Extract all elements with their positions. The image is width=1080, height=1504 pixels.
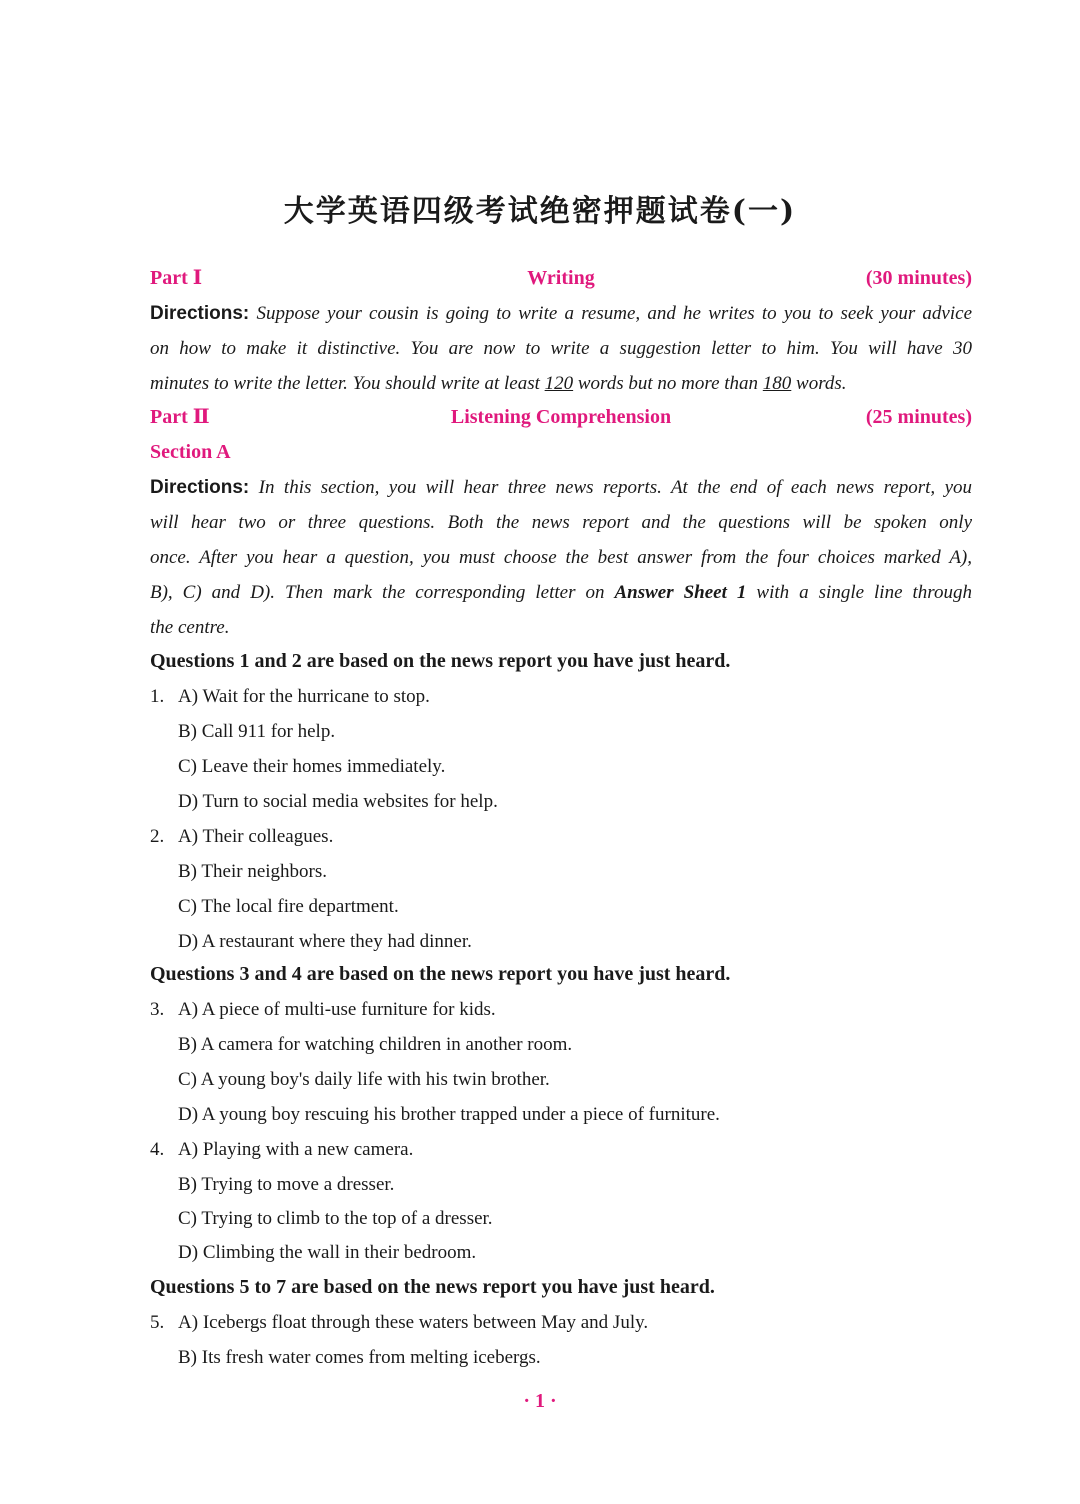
part-2-directions-line-5: the centre. <box>150 617 230 638</box>
option-1c <box>150 749 972 784</box>
option-1a <box>150 679 972 714</box>
option-1b-body <box>178 714 335 749</box>
part-1-directions-line-3 <box>150 366 972 401</box>
option-text: Playing with a new camera. <box>202 1139 414 1160</box>
part-1-directions-label: Directions: <box>150 303 250 324</box>
option-4a <box>150 1132 972 1167</box>
option-4b-body <box>178 1167 394 1202</box>
option-text: Their neighbors. <box>201 861 327 882</box>
option-1b <box>150 714 972 749</box>
option-2a-body <box>178 819 333 854</box>
option-text: Trying to move a dresser. <box>201 1174 395 1195</box>
question-number-2: 2. <box>150 826 165 847</box>
option-text: Their colleagues. <box>202 826 334 847</box>
option-text: A young boy rescuing his brother trapped under a piece of furniture. <box>201 1104 720 1125</box>
option-letter: C) <box>178 756 197 777</box>
option-2c <box>150 889 972 924</box>
option-2b <box>150 854 972 889</box>
option-4a-body <box>178 1132 413 1167</box>
part-1-directions-text-1: Suppose your cousin is going to write a resume, and he writes to you to seek your advice <box>256 303 972 324</box>
option-text: Leave their homes immediately. <box>201 756 446 777</box>
option-3d-body <box>178 1097 720 1132</box>
option-4c <box>150 1201 972 1236</box>
option-text: A piece of multi-use furniture for kids. <box>201 999 496 1020</box>
section-a-label: Section A <box>150 441 231 463</box>
option-4b <box>150 1167 972 1202</box>
part-1-header <box>150 261 972 296</box>
option-letter: C) <box>178 896 197 917</box>
option-3d <box>150 1097 972 1132</box>
part-2-directions-line-1 <box>150 470 972 505</box>
option-text: A camera for watching children in another room. <box>200 1034 573 1055</box>
option-letter: D) <box>178 1104 199 1125</box>
option-2d-body <box>178 924 472 959</box>
option-1d <box>150 784 972 819</box>
option-letter: D) <box>178 931 199 952</box>
part-2-directions-line-2: will hear two or three questions. Both the news report and the questions will be spoken only <box>150 512 972 533</box>
option-1d-body <box>178 784 498 819</box>
option-text: A young boy's daily life with his twin brother. <box>200 1069 550 1090</box>
part-1-name: Writing <box>527 267 595 289</box>
option-letter: A) <box>178 1312 199 1333</box>
option-3a-body <box>178 992 496 1027</box>
part-1-directions-text-3c: words. <box>791 373 847 394</box>
page-number: · 1 · <box>523 1390 557 1412</box>
option-2a <box>150 819 972 854</box>
question-number-1: 1. <box>150 686 165 707</box>
option-letter: B) <box>178 861 197 882</box>
part-2-directions-label: Directions: <box>150 477 250 498</box>
option-text: The local fire department. <box>201 896 399 917</box>
option-letter: C) <box>178 1208 197 1229</box>
option-3a <box>150 992 972 1027</box>
part-2-label: Part Ⅱ <box>150 406 210 428</box>
option-letter: B) <box>178 1034 197 1055</box>
option-letter: B) <box>178 1174 197 1195</box>
option-letter: C) <box>178 1069 197 1090</box>
option-3b-body <box>178 1027 572 1062</box>
question-number-4: 4. <box>150 1139 165 1160</box>
part-2-time: (25 minutes) <box>865 406 972 428</box>
answer-sheet-ref: Answer Sheet 1 <box>614 582 747 603</box>
part-1-time: (30 minutes) <box>865 267 972 289</box>
option-text: Call 911 for help. <box>201 721 336 742</box>
part-2-directions-text-1: In this section, you will hear three news reports. At the end of each news report, you <box>258 477 973 498</box>
option-letter: B) <box>178 721 197 742</box>
option-1c-body <box>178 749 445 784</box>
part-2-directions-line-4 <box>150 575 972 610</box>
part-1-directions-line-1 <box>150 296 972 331</box>
option-4d <box>150 1235 972 1270</box>
option-text: Its fresh water comes from melting icebergs. <box>201 1347 541 1368</box>
option-text: Climbing the wall in their bedroom. <box>202 1242 477 1263</box>
question-group-heading-2: Questions 3 and 4 are based on the news report you have just heard. <box>150 963 731 985</box>
question-number-5: 5. <box>150 1312 165 1333</box>
option-3c <box>150 1062 972 1097</box>
option-text: Icebergs float through these waters between May and July. <box>202 1312 649 1333</box>
option-2b-body <box>178 854 327 889</box>
option-5a <box>150 1305 972 1340</box>
part-1-directions-text-3b: words but no more than <box>573 373 763 394</box>
option-text: A restaurant where they had dinner. <box>201 931 472 952</box>
option-text: Wait for the hurricane to stop. <box>202 686 430 707</box>
option-text: Trying to climb to the top of a dresser. <box>201 1208 493 1229</box>
part-1-label: Part Ⅰ <box>150 267 203 289</box>
option-1a-body <box>178 679 430 714</box>
part-2-directions-text-4a: B), C) and D). Then mark the corresponding letter on <box>150 582 615 603</box>
part-2-directions-line-3: once. After you hear a question, you must choose the best answer from the four choices marked A), <box>150 547 972 568</box>
option-5a-body <box>178 1305 648 1340</box>
question-number-3: 3. <box>150 999 165 1020</box>
part-1-directions-line-2: on how to make it distinctive. You are now to write a suggestion letter to him. You will have 30 <box>150 338 972 359</box>
option-letter: A) <box>178 999 199 1020</box>
option-text: Turn to social media websites for help. <box>202 791 498 812</box>
option-letter: A) <box>178 826 199 847</box>
option-2c-body <box>178 889 399 924</box>
option-letter: A) <box>178 686 199 707</box>
option-3c-body <box>178 1062 550 1097</box>
question-group-heading-1: Questions 1 and 2 are based on the news report you have just heard. <box>150 650 731 672</box>
option-5b-body <box>178 1340 541 1375</box>
page-title: 大学英语四级考试绝密押题试卷(一) <box>283 194 797 229</box>
option-letter: A) <box>178 1139 199 1160</box>
option-2d <box>150 924 972 959</box>
part-2-name: Listening Comprehension <box>450 406 672 428</box>
min-words: 120 <box>544 373 574 394</box>
option-letter: B) <box>178 1347 197 1368</box>
option-4c-body <box>178 1201 493 1236</box>
option-3b <box>150 1027 972 1062</box>
option-letter: D) <box>178 1242 199 1263</box>
part-2-header <box>150 400 972 435</box>
option-4d-body <box>178 1235 476 1270</box>
option-letter: D) <box>178 791 199 812</box>
part-2-directions-text-4b: with a single line through <box>746 582 972 603</box>
question-group-heading-3: Questions 5 to 7 are based on the news report you have just heard. <box>150 1276 715 1298</box>
option-5b <box>150 1340 972 1375</box>
part-1-directions-text-3a: minutes to write the letter. You should write at least <box>150 373 545 394</box>
max-words: 180 <box>762 373 792 394</box>
